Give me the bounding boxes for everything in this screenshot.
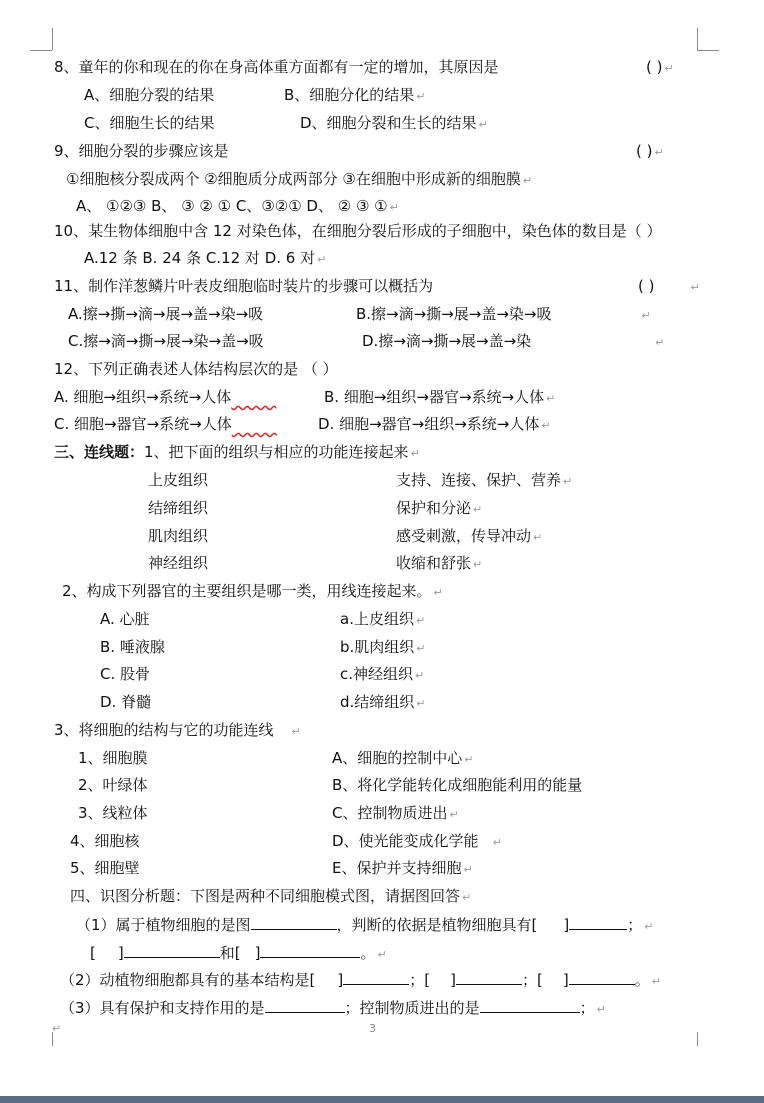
- tissue-item: 结缔组织: [148, 499, 209, 517]
- cell-function-item: E、保护并支持细胞 ↵: [332, 859, 473, 877]
- blank: [260, 943, 360, 958]
- q11-option-d: D.擦→滴→撕→展→盖→染 ↵: [362, 332, 665, 350]
- organ-tissue-item: c.神经组织 ↵: [340, 665, 425, 683]
- section4-q3: （3）具有保护和支持作用的是 ；控制物质进出的是 ； ↵: [60, 999, 606, 1017]
- q12-stem: 12、下列正确表述人体结构层次的是 （ ）: [54, 360, 338, 378]
- organ-tissue-item: a.上皮组织 ↵: [340, 610, 426, 628]
- q8-option-a: A、细胞分裂的结果: [84, 86, 215, 104]
- tissue-item: 肌肉组织: [148, 527, 209, 545]
- tissue-function-item: 支持、连接、保护、营养 ↵: [396, 471, 573, 489]
- organ-item: B. 唾液腺: [100, 638, 165, 656]
- section3-heading: 三、连线题：1、把下面的组织与相应的功能连接起来 ↵: [54, 443, 420, 461]
- crop-mark-tr-h: [697, 50, 719, 51]
- q8-answer-paren: ( ) ↵: [646, 58, 674, 76]
- cell-structure-item: 5、细胞壁: [70, 859, 140, 877]
- blank: [265, 998, 345, 1013]
- q8-option-c: C、细胞生长的结果: [84, 114, 215, 132]
- cell-function-item: B、将化学能转化成细胞能利用的能量: [332, 776, 583, 794]
- organ-item: C. 股骨: [100, 665, 151, 683]
- q12-option-d: D. 细胞→器官→组织→系统→人体 ↵: [318, 415, 551, 433]
- q9-options: A、 ①②③ B、 ③ ② ① C、③②① D、 ② ③ ① ↵: [76, 197, 399, 215]
- q8-option-b: B、细胞分化的结果 ↵: [284, 86, 426, 104]
- tissue-item: 神经组织: [148, 554, 209, 572]
- status-bar-strip: [0, 1096, 764, 1103]
- tissue-function-item: 保护和分泌 ↵: [396, 499, 483, 517]
- organ-tissue-item: d.结缔组织 ↵: [340, 693, 426, 711]
- cell-structure-item: 1、细胞膜: [78, 749, 148, 767]
- section4-q2: （2）动植物细胞都具有的基本结构是[ ] ；[ ] ；[ ] 。 ↵: [60, 971, 661, 989]
- q9-steps: ①细胞核分裂成两个 ②细胞质分成两部分 ③在细胞中形成新的细胞膜 ↵: [66, 170, 533, 188]
- q11-option-b: B.擦→滴→撕→展→盖→染→吸 ↵: [356, 305, 651, 323]
- q8-stem: 8、童年的你和现在的你在身高体重方面都有一定的增加，其原因是: [54, 58, 499, 76]
- cell-structure-item: 4、细胞核: [70, 832, 140, 850]
- q9-answer-paren: ( ) ↵: [636, 142, 664, 160]
- q9-stem: 9、细胞分裂的步骤应该是: [54, 142, 229, 160]
- page-number: 3: [369, 1022, 376, 1035]
- q11-stem: 11、制作洋葱鳞片叶表皮细胞临时装片的步骤可以概括为: [54, 277, 434, 295]
- crop-mark-tl-v: [52, 28, 53, 50]
- q10-stem: 10、某生物体细胞中含 12 对染色体，在细胞分裂后形成的子细胞中，染色体的数目是（ ）: [54, 222, 662, 240]
- paragraph-mark: ↵: [52, 1022, 62, 1035]
- blank: [124, 943, 220, 958]
- cell-function-item: C、控制物质进出 ↵: [332, 804, 459, 822]
- organ-tissue-item: b.肌肉组织 ↵: [340, 638, 426, 656]
- organ-item: D. 脊髓: [100, 693, 152, 711]
- section4-q1-line2: [ ] 和[ ] 。 ↵: [90, 944, 387, 962]
- blank: [569, 915, 627, 930]
- section4-heading: 四、识图分析题：下图是两种不同细胞模式图，请据图回答 ↵: [70, 887, 472, 905]
- blank: [456, 970, 522, 985]
- q12-option-b: B. 细胞→组织→器官→系统→人体 ↵: [324, 388, 556, 406]
- blank: [569, 970, 635, 985]
- cell-function-item: A、细胞的控制中心 ↵: [332, 749, 474, 767]
- tissue-function-item: 收缩和舒张 ↵: [396, 554, 483, 572]
- blank: [343, 970, 409, 985]
- q8-option-d: D、细胞分裂和生长的结果 ↵: [300, 114, 488, 132]
- q10-options: A.12 条 B. 24 条 C.12 对 D. 6 对 ↵: [84, 249, 327, 267]
- section3-task2: 2、构成下列器官的主要组织是哪一类，用线连接起来。 ↵: [62, 582, 443, 600]
- q12-option-c: C. 细胞→器官→系统→人体: [54, 415, 232, 433]
- cell-function-item: D、使光能变成化学能 ↵: [332, 832, 502, 850]
- q11-option-a: A.擦→撕→滴→展→盖→染→吸: [68, 305, 264, 323]
- q11-option-c: C.擦→滴→撕→展→染→盖→吸: [68, 332, 264, 350]
- crop-mark-tl-h: [30, 50, 52, 51]
- cell-structure-item: 2、叶绿体: [78, 776, 148, 794]
- organ-item: A. 心脏: [100, 610, 150, 628]
- cell-structure-item: 3、线粒体: [78, 804, 148, 822]
- section3-task3: 3、将细胞的结构与它的功能连线 ↵: [54, 721, 301, 739]
- section4-q1-line1: （1）属于植物细胞的是图 ，判断的依据是植物细胞具有[ ] ； ↵: [76, 916, 654, 934]
- blank: [480, 998, 580, 1013]
- tissue-item: 上皮组织: [148, 471, 209, 489]
- tissue-function-item: 感受刺激，传导冲动 ↵: [396, 527, 543, 545]
- blank: [251, 915, 337, 930]
- crop-mark-br-v: [697, 1032, 698, 1046]
- q12-option-a: A. 细胞→组织→系统→人体: [54, 388, 232, 406]
- crop-mark-tr-v: [697, 28, 698, 50]
- q11-answer-paren: ( ) ↵: [638, 277, 700, 295]
